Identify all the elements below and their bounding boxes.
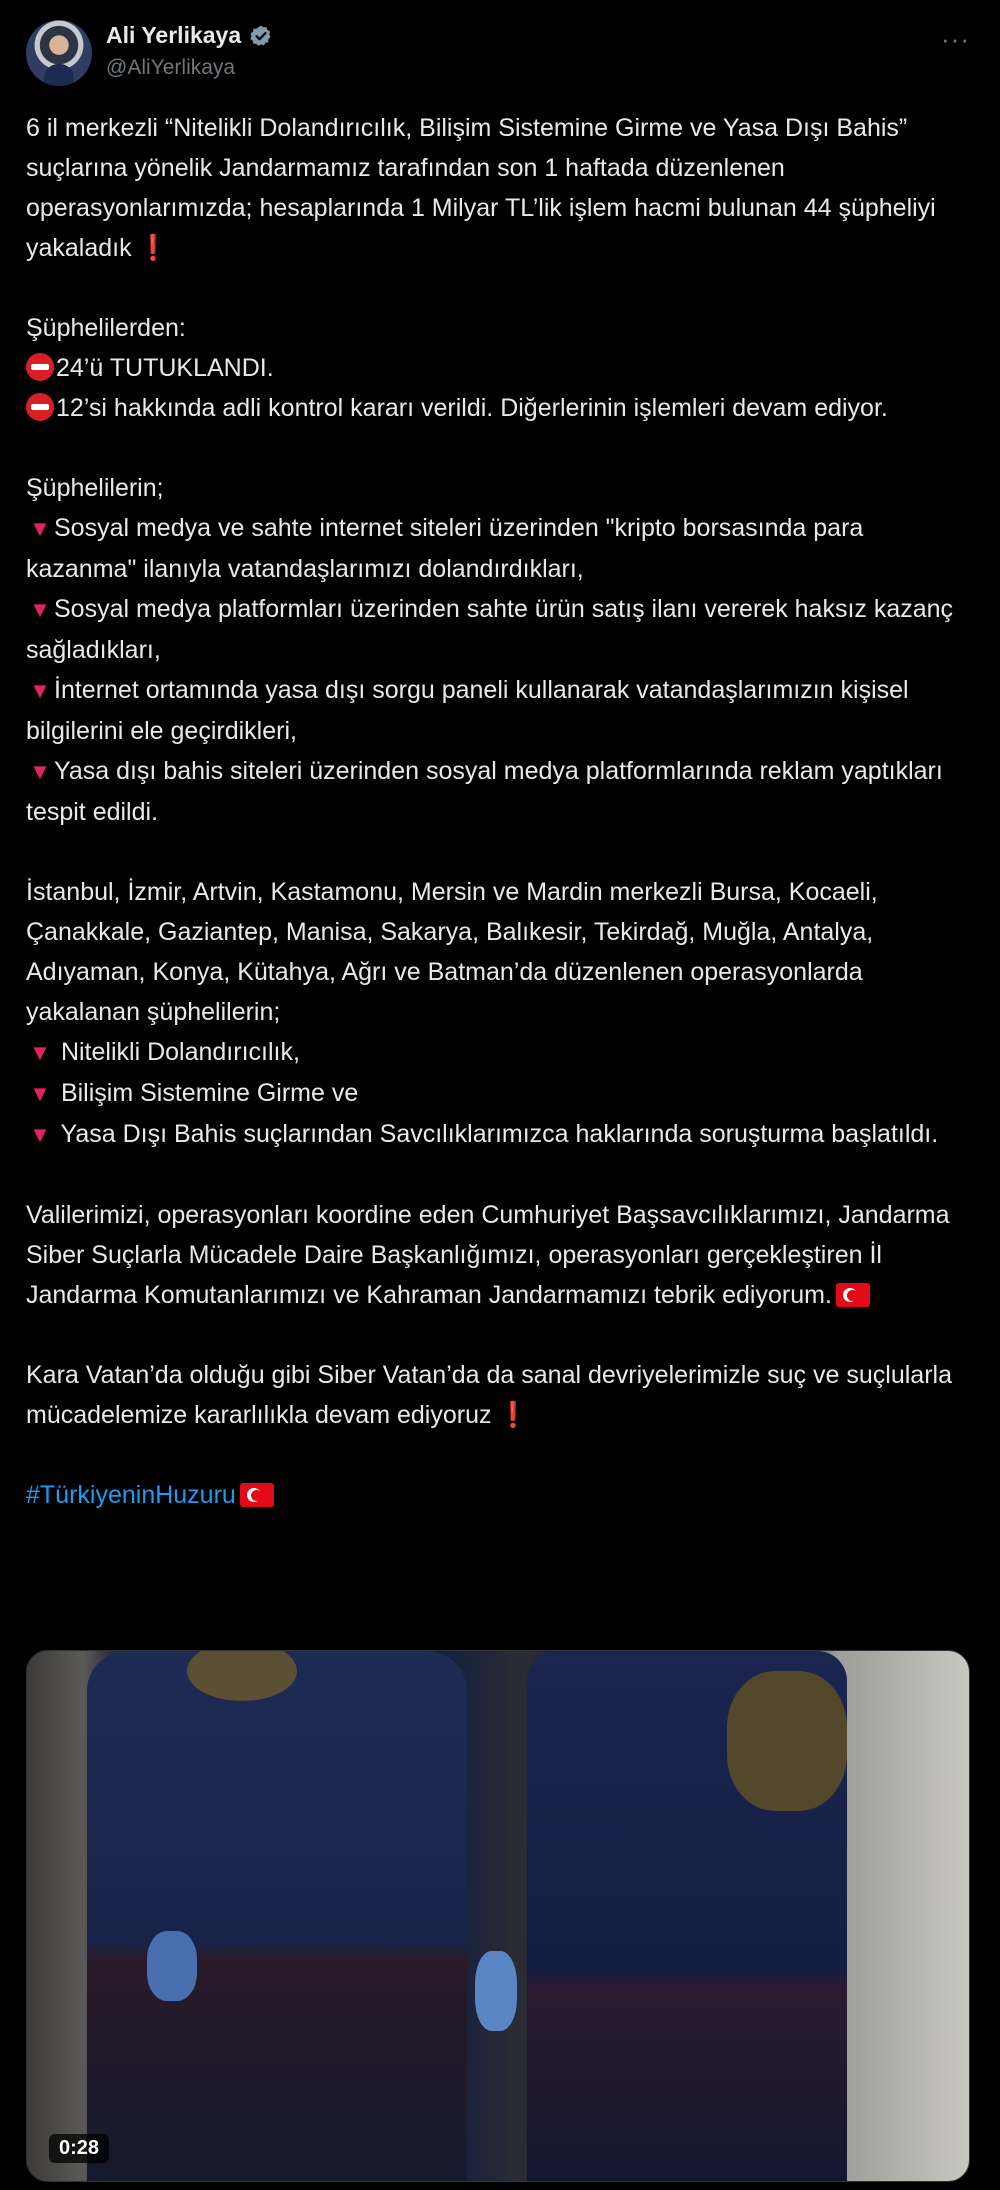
tweet-text xyxy=(26,108,974,1515)
action-item: ▼ İnternet ortamında yasa dışı sorgu paneli kullanarak vatandaşlarımızın kişisel bilgilerini ele geçirdikleri, xyxy=(26,670,974,751)
charge-item: ▼ Nitelikli Dolandırıcılık, xyxy=(26,1032,974,1073)
charge-item: ▼ Bilişim Sistemine Girme ve xyxy=(26,1073,974,1114)
red-triangle-icon: ▼ xyxy=(29,759,51,784)
red-triangle-icon: ▼ xyxy=(29,678,51,703)
no-entry-icon xyxy=(26,353,54,381)
red-triangle-icon: ▼ xyxy=(29,1081,51,1106)
red-triangle-icon: ▼ xyxy=(29,597,51,622)
more-options-icon[interactable]: ··· xyxy=(941,24,970,54)
exclamation-icon: ❗ xyxy=(497,1401,529,1429)
red-triangle-icon: ▼ xyxy=(29,1040,51,1065)
video-frame-person xyxy=(87,1651,467,2181)
action-item: ▼ Sosyal medya platformları üzerinden sahte ürün satış ilanı vererek haksız kazanç sağladıkları, xyxy=(26,589,974,670)
judicial-control-line: 12’si hakkında adli kontrol kararı verildi. Diğerlerinin işlemleri devam ediyor. xyxy=(26,388,974,428)
action-item: ▼ Sosyal medya ve sahte internet siteleri üzerinden "kripto borsasında para kazanma" ilanıyla vatandaşlarımızı dolandırdıkları, xyxy=(26,508,974,589)
author-handle[interactable]: @AliYerlikaya xyxy=(106,56,236,79)
red-triangle-icon: ▼ xyxy=(29,516,51,541)
author-name-row xyxy=(106,22,273,49)
author-name[interactable]: Ali Yerlikaya xyxy=(106,22,242,48)
no-entry-icon xyxy=(26,393,54,421)
exclamation-icon: ❗ xyxy=(137,234,169,262)
actions-heading: Şüphelilerin; xyxy=(26,474,164,502)
video-player[interactable] xyxy=(26,1650,970,2182)
emblem-patch xyxy=(727,1671,847,1811)
charge-item: ▼ Yasa Dışı Bahis suçlarından Savcılıklarımızca haklarında soruşturma başlatıldı. xyxy=(26,1114,974,1155)
cities-paragraph: İstanbul, İzmir, Artvin, Kastamonu, Mersin ve Mardin merkezli Bursa, Kocaeli, Çanakkale, Gaziantep, Manisa, Sakarya, Balıkesir, Tekirdağ, Muğla, Antalya, Adıyaman, Konya, Kütahya, Ağrı ve Batman’da düzenlenen operasyonlarda yakalanan şüphelilerin; xyxy=(26,878,878,1026)
glove xyxy=(475,1951,517,2031)
suspects-heading: Şüphelilerden: xyxy=(26,314,186,342)
turkish-flag-icon xyxy=(240,1483,274,1507)
arrested-line: 24’ü TUTUKLANDI. xyxy=(26,348,974,388)
video-duration: 0:28 xyxy=(49,2134,109,2163)
thanks-paragraph: Valilerimizi, operasyonları koordine eden Cumhuriyet Başsavcılıklarımızı, Jandarma Siber Suçlarla Mücadele Daire Başkanlığımızı, operasyonları gerçekleştiren İl Jandarma Komutanlarımızı ve Kahraman Jandarmamızı tebrik ediyorum. xyxy=(26,1201,950,1309)
avatar[interactable] xyxy=(26,20,92,86)
tweet-header xyxy=(26,16,974,92)
glove xyxy=(147,1931,197,2001)
tweet-intro: 6 il merkezli “Nitelikli Dolandırıcılık, Bilişim Sistemine Girme ve Yasa Dışı Bahis” suçlarına yönelik Jandarmamız tarafından son 1 haftada düzenlenen operasyonlarımızda; hesaplarında 1 Milyar TL’lik işlem hacmi bulunan 44 şüpheliyi yakaladık ❗ xyxy=(26,114,936,262)
turkish-flag-icon xyxy=(836,1283,870,1307)
hashtag-link[interactable]: #TürkiyeninHuzuru xyxy=(26,1481,236,1509)
action-item: ▼ Yasa dışı bahis siteleri üzerinden sosyal medya platformlarında reklam yaptıkları tespit edildi. xyxy=(26,751,974,832)
closing-paragraph: Kara Vatan’da olduğu gibi Siber Vatan’da da sanal devriyelerimizle suç ve suçlularla mücadelemize kararlılıkla devam ediyoruz ❗ xyxy=(26,1361,952,1429)
red-triangle-icon: ▼ xyxy=(29,1122,51,1147)
verified-badge-icon xyxy=(249,24,273,48)
hashtag-line xyxy=(26,1475,974,1515)
